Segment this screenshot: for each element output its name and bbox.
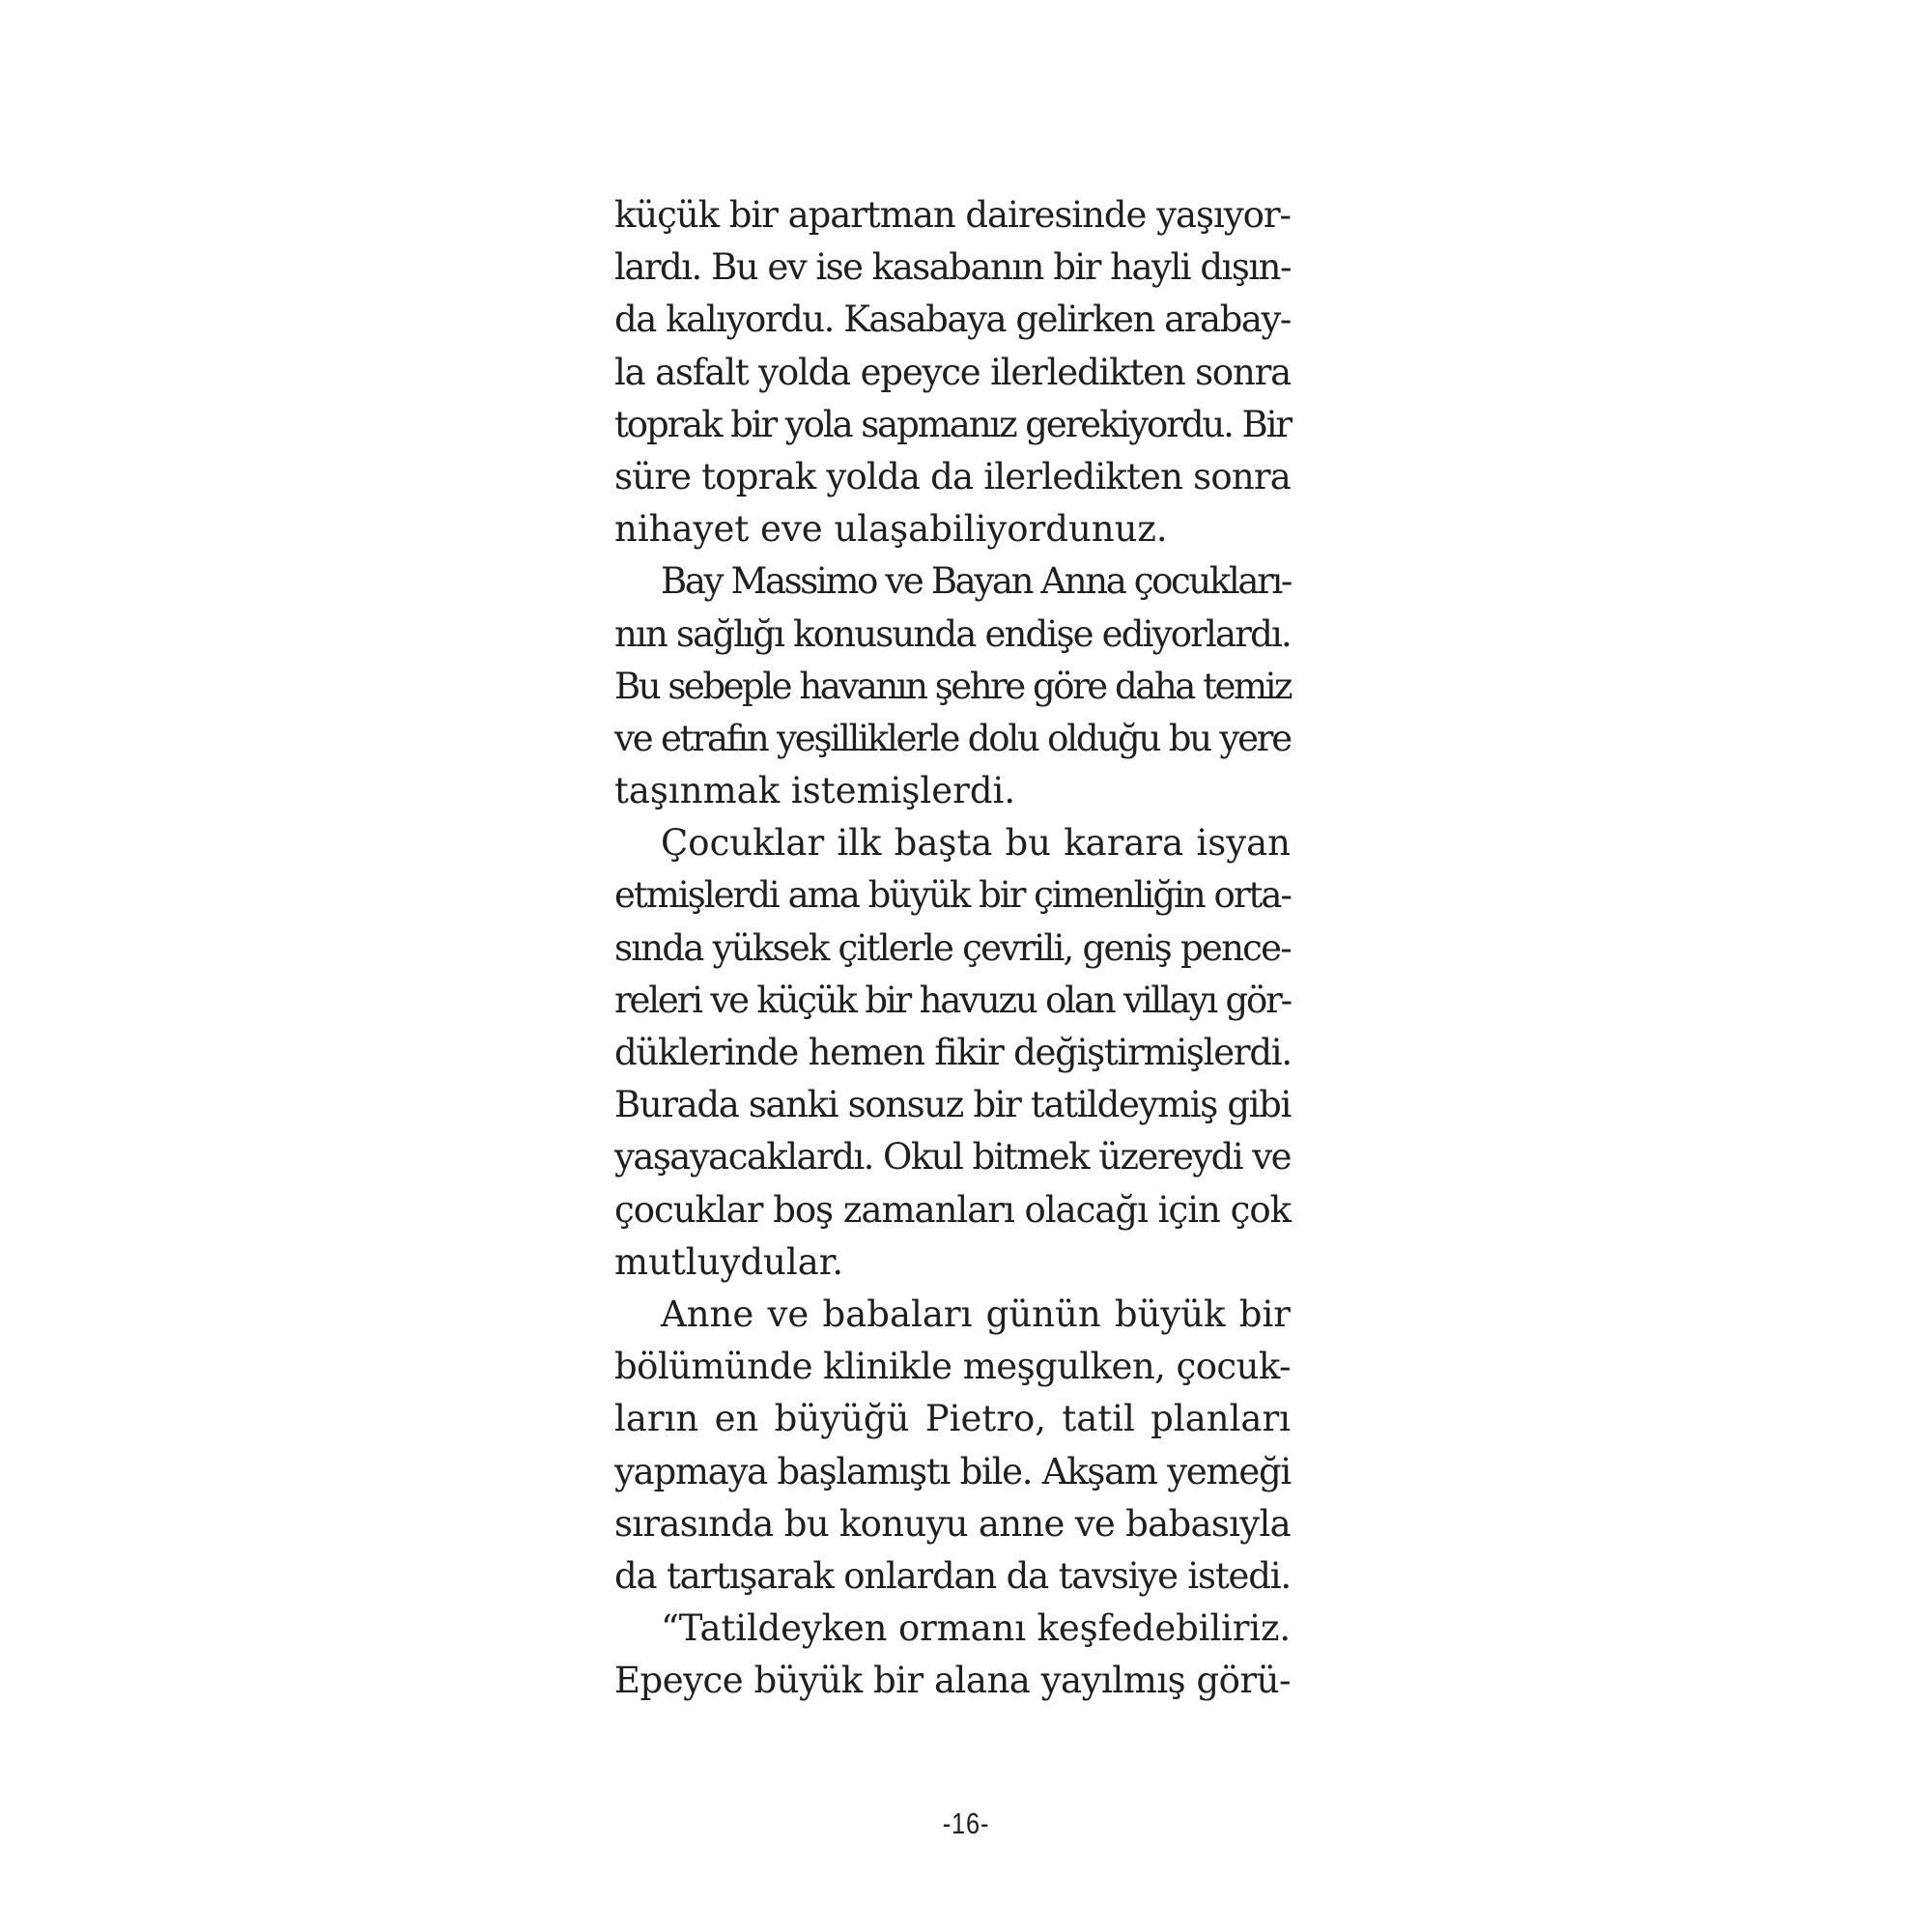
text-line: sında yüksek çitlerle çevrili, geniş pence-: [614, 926, 1291, 969]
body-text: [614, 189, 1291, 1707]
text-line: mutluydular.: [614, 1240, 844, 1283]
text-line: süre toprak yolda da ilerledikten sonra: [614, 455, 1292, 497]
text-line: yapmaya başlamıştı bile. Akşam yemeği: [614, 1450, 1291, 1492]
text-line: Bay Massimo ve Bayan Anna çocukları-: [661, 560, 1291, 603]
text-line: Anne ve babaları günün büyük bir: [661, 1293, 1291, 1335]
text-line: küçük bir apartman dairesinde yaşıyor-: [614, 194, 1291, 236]
text-line: ların en büyüğü Pietro, tatil planları: [614, 1398, 1291, 1440]
text-line: bölümünde klinikle meşgulken, çocuk-: [614, 1346, 1291, 1388]
text-line: Burada sanki sonsuz bir tatildeymiş gibi: [614, 1084, 1291, 1126]
text-line: sırasında bu konuyu anne ve babasıyla: [614, 1502, 1291, 1545]
text-line: nihayet eve ulaşabiliyordunuz.: [614, 508, 1168, 551]
text-line: lardı. Bu ev ise kasabanın bir hayli dışın-: [614, 246, 1291, 289]
text-line: ve etrafın yeşilliklerle dolu olduğu bu yere: [614, 717, 1292, 759]
text-line: releri ve küçük bir havuzu olan villayı gör-: [614, 979, 1291, 1021]
text-line: nın sağlığı konusunda endişe ediyorlardı.: [614, 612, 1291, 655]
paragraph: [614, 555, 1291, 817]
text-line: toprak bir yola sapmanız gerekiyordu. Bir: [614, 403, 1291, 445]
text-line: Bu sebeple havanın şehre göre daha temiz: [614, 665, 1291, 707]
text-line: la asfalt yolda epeyce ilerledikten sonra: [614, 351, 1292, 393]
text-line: “Tatildeyken ormanı keşfedebiliriz.: [661, 1607, 1291, 1650]
text-line: çocuklar boş zamanları olacağı için çok: [614, 1188, 1291, 1231]
text-line: düklerinde hemen fikir değiştirmişlerdi.: [614, 1032, 1292, 1073]
paragraph: [614, 1289, 1291, 1603]
text-line: taşınmak istemişlerdi.: [614, 770, 1016, 812]
text-line: da tartışarak onlardan da tavsiye istedi.: [614, 1554, 1291, 1597]
paragraph: [614, 817, 1291, 1289]
text-line: Epeyce büyük bir alana yayılmış görü-: [614, 1660, 1291, 1702]
paragraph: [614, 189, 1291, 555]
text-line: da kalıyordu. Kasabaya gelirken arabay-: [614, 298, 1291, 341]
page-number: -16-: [942, 1806, 990, 1840]
text-line: yaşayacaklardı. Okul bitmek üzereydi ve: [614, 1136, 1292, 1179]
text-line: Çocuklar ilk başta bu karara isyan: [661, 822, 1291, 865]
paragraph: [614, 1603, 1291, 1707]
text-line: etmişlerdi ama büyük bir çimenliğin orta-: [614, 874, 1292, 917]
